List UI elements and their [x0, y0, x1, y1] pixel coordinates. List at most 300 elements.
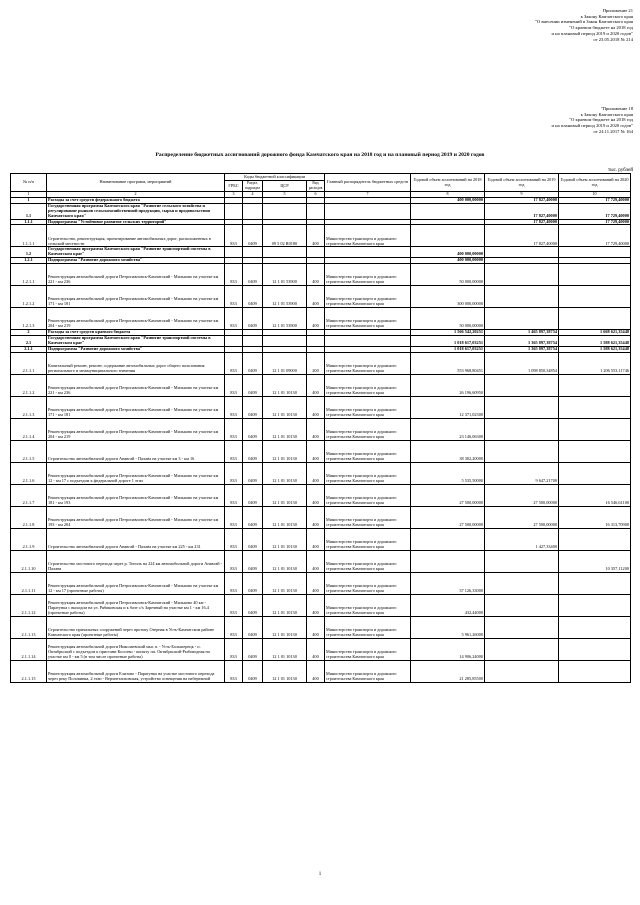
row-csr: 12 1 01 53900: [263, 264, 307, 286]
row-amount-2020: [559, 374, 631, 396]
row-grbs: 833: [225, 638, 243, 660]
row-vr: 400: [307, 616, 325, 638]
table-row: [11, 484, 631, 506]
row-number: 1.2: [11, 247, 47, 258]
row-amount-2018: 12 371,02300: [411, 396, 485, 418]
row-grbs: 833: [225, 550, 243, 572]
row-amount-2020: [559, 638, 631, 660]
row-admin: Министерство транспорта и дорожного строительства Камчатского края: [325, 462, 411, 484]
row-name: Реконструкция автомобильной дороги Петропавловск-Камчатский - Мильково на участке км 171 - км 181: [47, 396, 225, 418]
row-rz: 0409: [243, 264, 263, 286]
row-amount-2020: [559, 418, 631, 440]
row-vr: 400: [307, 506, 325, 528]
row-name: Государственная программа Камчатского края "Развитие транспортной системы в Камчатском крае": [47, 336, 225, 347]
row-vr: 400: [307, 418, 325, 440]
row-amount-2019: [485, 396, 559, 418]
row-amount-2018: 26 196,60950: [411, 374, 485, 396]
row-amount-2018: 37 126,33000: [411, 572, 485, 594]
row-amount-2019: 1 098 850,34854: [485, 352, 559, 374]
row-grbs: 833: [225, 264, 243, 286]
row-vr: 400: [307, 528, 325, 550]
row-name: Строительство причальных сооружений через протоку Озерная в Усть-Камчатском районе Камчатского края (проектные работы): [47, 616, 225, 638]
row-grbs: 833: [225, 462, 243, 484]
row-admin: [325, 203, 411, 219]
row-amount-2018: 1 566 542,20251: [411, 330, 485, 336]
row-amount-2019: [485, 638, 559, 660]
row-csr: 12 1 01 10130: [263, 594, 307, 616]
row-admin: Министерство транспорта и дорожного строительства Камчатского края: [325, 638, 411, 660]
row-grbs: 833: [225, 616, 243, 638]
row-amount-2019: 9 647,21700: [485, 462, 559, 484]
row-name: Реконструкция автомобильной дороги Петропавловск-Камчатский - Мильково на участке км 193 - км 204: [47, 506, 225, 528]
row-grbs: [225, 336, 243, 347]
row-admin: Министерство транспорта и дорожного строительства Камчатского края: [325, 286, 411, 308]
table-row: [11, 264, 631, 286]
row-name: Реконструкция автомобильной дороги Елизово - Паратунка на участке мостового перехода через реку Половинка, 2 этап - Верхнеэлизовская, устройство освещения на набережной: [47, 660, 225, 682]
appendix-18-block: [463, 106, 633, 135]
row-grbs: 833: [225, 660, 243, 682]
row-name: Государственная программа Камчатского края "Развитие сельского хозяйства и регулирование рынков сельскохозяйственной продукции, сырья и продовольствия Камчатского края": [47, 203, 225, 219]
row-amount-2020: [559, 247, 631, 258]
row-amount-2020: 1 588 621,35448: [559, 336, 631, 347]
row-rz: 0409: [243, 396, 263, 418]
row-admin: Министерство транспорта и дорожного строительства Камчатского края: [325, 484, 411, 506]
header-rz: Раздел, подраздел: [243, 181, 263, 192]
row-amount-2020: 10 357,11200: [559, 550, 631, 572]
row-number: 2: [11, 330, 47, 336]
row-csr: 12 1 01 10130: [263, 462, 307, 484]
row-name: Подпрограмма "Устойчивое развитие сельских территорий": [47, 219, 225, 225]
table-row: [11, 440, 631, 462]
row-number: 2.1.1.13: [11, 616, 47, 638]
row-number: 2.1.1.12: [11, 594, 47, 616]
row-amount-2018: 38 302,20000: [411, 440, 485, 462]
row-rz: 0409: [243, 374, 263, 396]
row-admin: Министерство транспорта и дорожного строительства Камчатского края: [325, 225, 411, 247]
row-admin: [325, 336, 411, 347]
row-rz: 0409: [243, 286, 263, 308]
appendix-line: от 24.11.2017 № 164: [593, 128, 633, 134]
row-amount-2019: [485, 440, 559, 462]
row-admin: [325, 247, 411, 258]
row-number: 1.2.1.2: [11, 286, 47, 308]
row-name: Реконструкция автомобильной дороги Петропавловск-Камчатский - Мильково на участке км 12 - км 17 (проектные работы): [47, 572, 225, 594]
row-rz: 0409: [243, 660, 263, 682]
column-number-cell: 3: [225, 192, 243, 198]
row-number: 2.1.1: [11, 346, 47, 352]
table-row: [11, 396, 631, 418]
row-amount-2019: [485, 264, 559, 286]
row-name: Строительство мостового перехода через р. Тигиль на 224 км автомобильной дороги Анавгай - Палана: [47, 550, 225, 572]
row-admin: Министерство транспорта и дорожного строительства Камчатского края: [325, 352, 411, 374]
column-number-cell: 10: [559, 192, 631, 198]
row-amount-2020: 1 588 621,35448: [559, 346, 631, 352]
row-amount-2018: [411, 203, 485, 219]
row-name: Реконструкция автомобильной дороги Петропавловск-Камчатский - Мильково на участке км 204 - км 219: [47, 308, 225, 330]
appendix-line: "О внесении изменений в Закон Камчатского края: [535, 19, 633, 25]
row-rz: 0409: [243, 440, 263, 462]
row-amount-2020: [559, 462, 631, 484]
row-amount-2018: 400 000,00000: [411, 247, 485, 258]
row-csr: 12 1 01 10130: [263, 638, 307, 660]
row-vr: 400: [307, 638, 325, 660]
row-rz: 0409: [243, 484, 263, 506]
row-grbs: 833: [225, 418, 243, 440]
row-amount-2018: 21 285,85500: [411, 660, 485, 682]
row-amount-2019: 1 365 897,38754: [485, 336, 559, 347]
row-amount-2020: 17 729,40000: [559, 219, 631, 225]
row-amount-2020: [559, 264, 631, 286]
row-name: Реконструкция автомобильной дороги Петропавловск-Камчатский - Мильково на участке км 221 - км 236: [47, 374, 225, 396]
table-row: [11, 203, 631, 219]
row-csr: 12 1 01 10130: [263, 484, 307, 506]
row-amount-2020: [559, 286, 631, 308]
row-amount-2020: [559, 616, 631, 638]
appendix-line: к Закону Камчатского края: [580, 111, 633, 117]
header-grbs: ГРБС: [225, 181, 243, 192]
row-rz: 0409: [243, 638, 263, 660]
row-admin: Министерство транспорта и дорожного строительства Камчатского края: [325, 374, 411, 396]
row-csr: 12 1 01 10130: [263, 396, 307, 418]
row-grbs: [225, 203, 243, 219]
row-vr: 400: [307, 308, 325, 330]
row-vr: [307, 336, 325, 347]
row-amount-2018: [411, 550, 485, 572]
row-number: 2.1.1.1: [11, 352, 47, 374]
header-2018: Годовой объем ассигнований на 2018 год: [411, 174, 485, 192]
row-amount-2019: [485, 550, 559, 572]
table-row: [11, 418, 631, 440]
row-name: Строительство автомобильной дороги Анавгай - Палана на участке км 3 - км 16: [47, 440, 225, 462]
appendix-line: "О краевом бюджете на 2018 год: [569, 117, 633, 123]
row-vr: 200: [307, 352, 325, 374]
row-grbs: 833: [225, 528, 243, 550]
row-number: 1.1.1: [11, 219, 47, 225]
row-admin: Министерство транспорта и дорожного строительства Камчатского края: [325, 550, 411, 572]
column-number-cell: 4: [243, 192, 263, 198]
table-row: [11, 352, 631, 374]
row-number: 2.1.1.5: [11, 440, 47, 462]
table-row: [11, 616, 631, 638]
row-grbs: 833: [225, 225, 243, 247]
table-row: [11, 572, 631, 594]
appendix-line: Приложение 21: [602, 8, 633, 13]
header-csr: ЦСР: [263, 181, 307, 192]
row-name: Реконструкция автомобильной дороги Николаевский мыс п. - Усть-Большерецк - п. Октябрьский с подъездом к пристани Косоево - копыту пп. Октябрьский-Рыбоводная на участке км 0 - км 5 (в том числе проектные работы): [47, 638, 225, 660]
row-amount-2020: 17 729,40000: [559, 225, 631, 247]
row-number: 2.1.1.11: [11, 572, 47, 594]
row-name: Реконструкция автомобильной дороги Петропавловск-Камчатский - Мильково на участке км 181 - км 193: [47, 484, 225, 506]
row-amount-2020: 17 729,40000: [559, 203, 631, 219]
row-grbs: 833: [225, 396, 243, 418]
row-number: 1.2.1.1: [11, 264, 47, 286]
row-number: 2.1.1.8: [11, 506, 47, 528]
table-row: [11, 225, 631, 247]
row-number: 1: [11, 197, 47, 203]
row-amount-2020: [559, 528, 631, 550]
row-amount-2019: 1 465 897,38754: [485, 330, 559, 336]
row-amount-2019: [485, 374, 559, 396]
row-name: Реконструкция автомобильной дороги Петропавловск-Камчатский - Мильково на участке км 204 - км 219: [47, 418, 225, 440]
table-row: [11, 660, 631, 682]
column-number-cell: 1: [11, 192, 47, 198]
row-amount-2018: 400 000,00000: [411, 258, 485, 264]
row-amount-2020: 1 668 621,35448: [559, 330, 631, 336]
table-row: [11, 550, 631, 572]
row-rz: 0409: [243, 308, 263, 330]
row-name: Реконструкция автомобильной дороги Петропавловск-Камчатский - Мильково на участке км 171 - км 181: [47, 286, 225, 308]
row-rz: 0409: [243, 528, 263, 550]
row-csr: 12 1 01 10130: [263, 418, 307, 440]
row-number: 1.1.1.1: [11, 225, 47, 247]
row-grbs: 833: [225, 286, 243, 308]
row-number: 1.1: [11, 203, 47, 219]
row-rz: 0409: [243, 594, 263, 616]
appendix-line: "Приложение 18: [600, 106, 633, 111]
row-amount-2019: 17 827,40000: [485, 225, 559, 247]
row-number: 2.1: [11, 336, 47, 347]
row-amount-2019: 1 365 897,38754: [485, 346, 559, 352]
table-row: [11, 594, 631, 616]
row-vr: 400: [307, 462, 325, 484]
row-admin: Министерство транспорта и дорожного строительства Камчатского края: [325, 264, 411, 286]
budget-table: [10, 173, 631, 683]
row-grbs: [225, 247, 243, 258]
row-amount-2018: 50 000,00000: [411, 264, 485, 286]
row-vr: 400: [307, 572, 325, 594]
row-amount-2018: 1 018 617,03251: [411, 346, 485, 352]
row-grbs: 833: [225, 572, 243, 594]
appendix-line: от 23.05.2018 № 214: [593, 36, 633, 42]
row-name: Расходы за счет средств федерального бюджета: [47, 197, 225, 203]
row-vr: 400: [307, 594, 325, 616]
row-rz: 0409: [243, 572, 263, 594]
row-amount-2020: [559, 594, 631, 616]
row-vr: 400: [307, 264, 325, 286]
table-row: [11, 462, 631, 484]
page-number: 1: [318, 872, 322, 877]
row-number: 1.2.1.3: [11, 308, 47, 330]
row-csr: 12 1 01 53900: [263, 308, 307, 330]
row-amount-2019: [485, 660, 559, 682]
row-amount-2018: [411, 528, 485, 550]
row-name: Капитальный ремонт, ремонт, содержание автомобильных дорог общего пользования регионального и межмуниципального значения: [47, 352, 225, 374]
row-amount-2019: 1 427,33400: [485, 528, 559, 550]
row-amount-2020: [559, 660, 631, 682]
row-amount-2018: 300 000,00000: [411, 286, 485, 308]
row-amount-2020: 16 313,70900: [559, 506, 631, 528]
header-num: № п/п: [11, 174, 47, 192]
row-vr: 400: [307, 396, 325, 418]
row-amount-2020: 1 206 553,11746: [559, 352, 631, 374]
row-rz: [243, 247, 263, 258]
row-vr: 400: [307, 286, 325, 308]
row-vr: 400: [307, 484, 325, 506]
row-csr: 12 1 01 10130: [263, 572, 307, 594]
appendix-21-block: [463, 8, 633, 42]
row-number: 2.1.1.4: [11, 418, 47, 440]
row-amount-2018: 553 968,80451: [411, 352, 485, 374]
row-amount-2020: [559, 440, 631, 462]
appendix-line: к Закону Камчатского края: [580, 13, 633, 19]
row-admin: Министерство транспорта и дорожного строительства Камчатского края: [325, 506, 411, 528]
row-rz: [243, 203, 263, 219]
row-amount-2019: 27 500,00000: [485, 484, 559, 506]
row-name: Расходы за счет средств краевого бюджета: [47, 330, 225, 336]
row-csr: 12 1 01 10130: [263, 528, 307, 550]
row-admin: Министерство транспорта и дорожного строительства Камчатского края: [325, 528, 411, 550]
row-amount-2019: 17 827,40000: [485, 203, 559, 219]
row-number: 2.1.1.2: [11, 374, 47, 396]
row-admin: Министерство транспорта и дорожного строительства Камчатского края: [325, 308, 411, 330]
table-row: [11, 247, 631, 258]
row-grbs: 833: [225, 374, 243, 396]
row-name: Подпрограмма "Развитие дорожного хозяйства": [47, 258, 225, 264]
row-number: 2.1.1.6: [11, 462, 47, 484]
row-grbs: 833: [225, 440, 243, 462]
row-csr: 09 5 02 R0180: [263, 225, 307, 247]
row-vr: [307, 247, 325, 258]
row-name: Строительство, реконструкция, проектирование автомобильных дорог, расположенных в сельской местности: [47, 225, 225, 247]
column-number-cell: 9: [485, 192, 559, 198]
row-number: 1.2.1: [11, 258, 47, 264]
column-number-cell: 7: [325, 192, 411, 198]
row-csr: 12 1 01 10130: [263, 374, 307, 396]
row-admin: Министерство транспорта и дорожного строительства Камчатского края: [325, 660, 411, 682]
table-row: [11, 308, 631, 330]
row-name: Подпрограмма "Развитие дорожного хозяйства": [47, 346, 225, 352]
row-admin: Министерство транспорта и дорожного строительства Камчатского края: [325, 440, 411, 462]
column-number-cell: 5: [263, 192, 307, 198]
header-2020: Годовой объем ассигнований на 2020 год: [559, 174, 631, 192]
appendix-line: и на плановый период 2019 и 2020 годов": [551, 30, 633, 36]
row-amount-2019: [485, 286, 559, 308]
row-rz: 0409: [243, 550, 263, 572]
row-admin: Министерство транспорта и дорожного строительства Камчатского края: [325, 616, 411, 638]
row-rz: 0409: [243, 506, 263, 528]
row-amount-2020: [559, 308, 631, 330]
row-grbs: 833: [225, 506, 243, 528]
row-name: Реконструкция автомобильной дороги Петропавловск-Камчатский - Мильково на участке км 12 - км 17 с подъездом к федеральной дороге 1 этап: [47, 462, 225, 484]
row-grbs: 833: [225, 308, 243, 330]
row-rz: 0409: [243, 462, 263, 484]
budget-table-body: [11, 197, 631, 682]
row-vr: 400: [307, 660, 325, 682]
header-name: Наименование программ, мероприятий: [47, 174, 225, 192]
header-vr: Вид расходов: [307, 181, 325, 192]
row-csr: 12 1 01 10130: [263, 616, 307, 638]
row-grbs: 833: [225, 352, 243, 374]
row-name: Реконструкция автомобильной дороги Петропавловск-Камчатский - Мильково 40 км - Паратунка с выходом на ул. Рябиковская и к базе с/х Заречный на участке км 1 - км 16,4 (проектные работы): [47, 594, 225, 616]
table-row: [11, 506, 631, 528]
row-amount-2019: [485, 594, 559, 616]
row-amount-2019: [485, 418, 559, 440]
row-rz: 0409: [243, 352, 263, 374]
row-admin: Министерство транспорта и дорожного строительства Камчатского края: [325, 418, 411, 440]
document-title: Распределение бюджетных ассигнований дорожного фонда Камчатского края на 2018 год и на плановый период 2019 и 2020 годов: [155, 152, 485, 158]
row-amount-2018: 5 535,50000: [411, 462, 485, 484]
column-number-cell: 8: [411, 192, 485, 198]
header-codes-group: Коды бюджетной классификации: [225, 174, 325, 181]
row-csr: [263, 203, 307, 219]
row-amount-2019: [485, 247, 559, 258]
row-csr: 12 1 01 09000: [263, 352, 307, 374]
unit-label: тыс. рублей: [608, 168, 633, 173]
row-amount-2018: 1 018 617,03251: [411, 336, 485, 347]
row-csr: [263, 336, 307, 347]
table-row: [11, 528, 631, 550]
row-csr: 12 1 01 10130: [263, 660, 307, 682]
row-vr: 400: [307, 225, 325, 247]
row-number: 2.1.1.3: [11, 396, 47, 418]
row-grbs: 833: [225, 594, 243, 616]
row-amount-2020: [559, 572, 631, 594]
row-rz: 0409: [243, 225, 263, 247]
row-amount-2019: [485, 308, 559, 330]
table-row: [11, 638, 631, 660]
row-name: Государственная программа Камчатского края "Развитие транспортной системы в Камчатском крае": [47, 247, 225, 258]
row-amount-2018: 400 000,00000: [411, 197, 485, 203]
column-number-cell: 2: [47, 192, 225, 198]
row-amount-2019: [485, 616, 559, 638]
row-number: 2.1.1.15: [11, 660, 47, 682]
column-number-cell: 6: [307, 192, 325, 198]
row-csr: 12 1 01 10130: [263, 506, 307, 528]
table-row: [11, 336, 631, 347]
row-number: 2.1.1.10: [11, 550, 47, 572]
row-amount-2020: 16 546,61100: [559, 484, 631, 506]
row-amount-2019: 17 827,40000: [485, 219, 559, 225]
row-amount-2018: 27 500,00000: [411, 506, 485, 528]
row-rz: 0409: [243, 616, 263, 638]
header-admin: Главный распорядитель бюджетных средств: [325, 174, 411, 192]
header-2019: Годовой объем ассигнований на 2019 год: [485, 174, 559, 192]
appendix-line: и на плановый период 2019 и 2020 годов": [551, 123, 633, 129]
table-row: [11, 374, 631, 396]
table-row: [11, 286, 631, 308]
row-csr: 12 1 01 53900: [263, 286, 307, 308]
row-amount-2018: 432,44000: [411, 594, 485, 616]
row-admin: Министерство транспорта и дорожного строительства Камчатского края: [325, 396, 411, 418]
row-amount-2019: [485, 572, 559, 594]
row-number: 2.1.1.7: [11, 484, 47, 506]
row-name: Строительство автомобильной дороги Анавгай - Палана на участке км 225 - км 231: [47, 528, 225, 550]
row-amount-2018: 50 000,00000: [411, 308, 485, 330]
row-number: 2.1.1.14: [11, 638, 47, 660]
row-amount-2018: 23 146,06300: [411, 418, 485, 440]
row-grbs: 833: [225, 484, 243, 506]
row-admin: Министерство транспорта и дорожного строительства Камчатского края: [325, 594, 411, 616]
row-amount-2019: 17 827,40000: [485, 197, 559, 203]
row-amount-2018: 5 961,26000: [411, 616, 485, 638]
row-amount-2020: 17 729,40000: [559, 197, 631, 203]
row-vr: [307, 203, 325, 219]
row-name: Реконструкция автомобильной дороги Петропавловск-Камчатский - Мильково на участке км 221 - км 236: [47, 264, 225, 286]
row-vr: 400: [307, 550, 325, 572]
row-amount-2018: 27 500,00000: [411, 484, 485, 506]
row-amount-2020: [559, 396, 631, 418]
row-csr: 12 1 01 10130: [263, 440, 307, 462]
row-vr: 400: [307, 374, 325, 396]
row-csr: 12 1 01 10130: [263, 550, 307, 572]
appendix-line: "О краевом бюджете на 2018 год: [569, 25, 633, 31]
row-amount-2018: 14 906,24000: [411, 638, 485, 660]
row-number: 2.1.1.9: [11, 528, 47, 550]
row-amount-2019: 27 500,00000: [485, 506, 559, 528]
row-amount-2018: [411, 225, 485, 247]
row-csr: [263, 247, 307, 258]
row-admin: Министерство транспорта и дорожного строительства Камчатского края: [325, 572, 411, 594]
